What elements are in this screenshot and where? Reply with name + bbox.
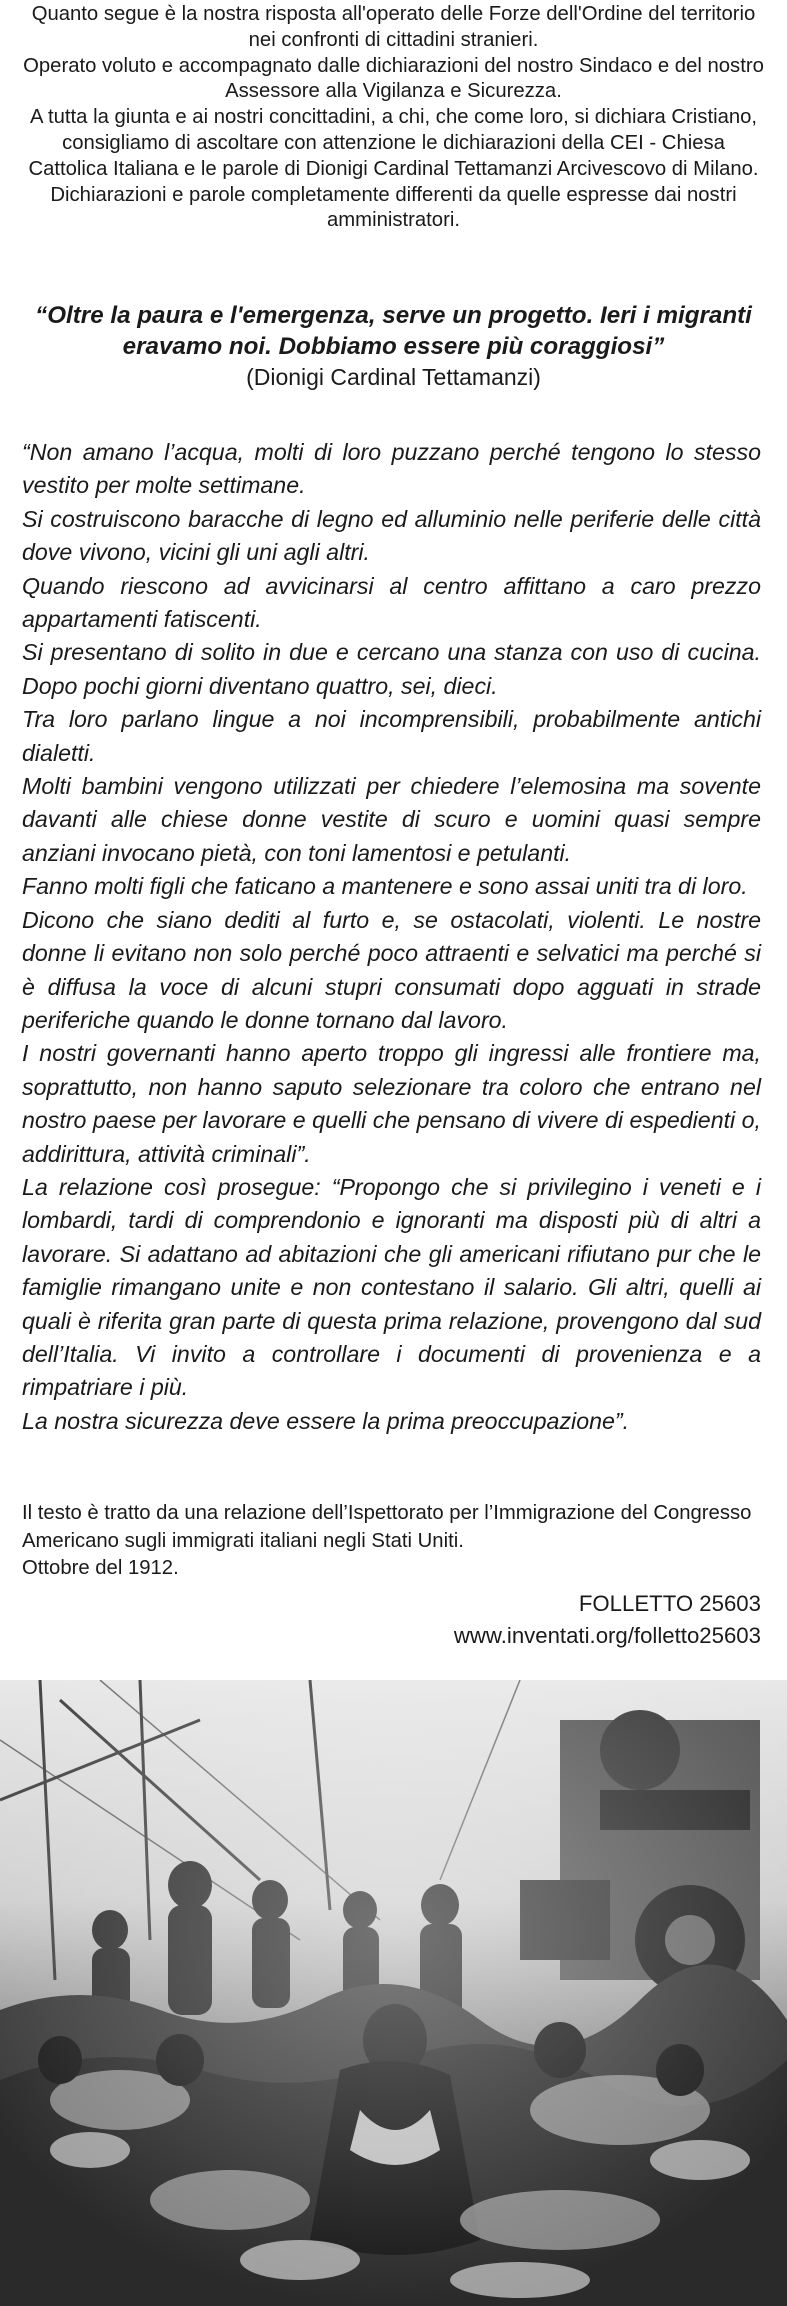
report-paragraph: I nostri governanti hanno aperto troppo gli ingressi alle frontiere ma, soprattutto, non hanno saputo selezionare tra coloro che entrano nel nostro paese per lavorare e quelli che pensano di vivere di espedienti o, addirittura, attività criminali”. xyxy=(22,1040,761,1167)
emigrants-ship-photo xyxy=(0,1680,787,2306)
intro-paragraph: Operato voluto e accompagnato dalle dichiarazioni del nostro Sindaco e del nostro Assessore alla Vigilanza e Sicurezza. xyxy=(23,54,764,103)
report-paragraph: Tra loro parlano lingue a noi incomprensibili, probabilmente antichi dialetti. xyxy=(22,706,761,766)
intro-paragraph: A tutta la giunta e ai nostri concittadini, a chi, che come loro, si dichiara Cristiano, consigliamo di ascoltare con attenzione le dichiarazioni della CEI - Chiesa Cattolica Italiana e le parole di Dionigi Cardinal Tettamanzi Arcivescovo di Milano. Dichiarazioni e parole completamente differenti da quelle espresse dai nostri amministratori. xyxy=(28,106,759,232)
report-paragraph: “Non amano l’acqua, molti di loro puzzano perché tengono lo stesso vestito per molte settimane. xyxy=(22,439,761,499)
quote-author: (Dionigi Cardinal Tettamanzi) xyxy=(246,364,541,390)
source-date: Ottobre del 1912. xyxy=(22,1557,179,1579)
report-text xyxy=(22,436,761,1438)
report-paragraph: Molti bambini vengono utilizzati per chiedere l’elemosina ma sovente davanti alle chiese donne vestite di scuro e uomini quasi sempre anziani invocano pietà, con toni lamentosi e petulanti. xyxy=(22,773,761,866)
signature-url[interactable]: www.inventati.org/folletto25603 xyxy=(453,1622,761,1648)
photo-illustration xyxy=(0,1680,787,2306)
quote-text: “Oltre la paura e l'emergenza, serve un progetto. Ieri i migranti eravamo noi. Dobbiamo essere più coraggiosi” xyxy=(35,302,752,360)
cardinal-quote xyxy=(22,300,765,393)
report-paragraph: Quando riescono ad avvicinarsi al centro affittano a caro prezzo appartamenti fatiscenti. xyxy=(22,572,761,633)
signature-block xyxy=(454,1588,761,1651)
source-note xyxy=(22,1500,765,1583)
report-paragraph: La nostra sicurezza deve essere la prima preoccupazione”. xyxy=(22,1407,630,1434)
source-text: Il testo è tratto da una relazione dell’Ispettorato per l’Immigrazione del Congresso Americano sugli immigrati italiani negli Stati Uniti. xyxy=(22,1502,752,1552)
report-paragraph: Fanno molti figli che faticano a mantenere e sono assai uniti tra di loro. xyxy=(22,873,748,900)
report-paragraph: La relazione così prosegue: “Propongo che si privilegino i veneti e i lombardi, tardi di comprendonio e ignoranti ma disposti più di altri a lavorare. Si adattano ad abitazioni che gli americani rifiutano pur che le famiglie rimangano unite e non contestano il salario. Gli altri, quelli ai quali è riferita gran parte di questa prima relazione, provengono dal sud dell’Italia. Vi invito a controllare i documenti di provenienza e a rimpatriare i più. xyxy=(22,1173,761,1401)
intro-section xyxy=(22,2,765,234)
report-paragraph: Dicono che siano dediti al furto e, se ostacolati, violenti. Le nostre donne li evitano non solo perché poco attraenti e selvatici ma perché si è diffusa la voce di alcuni stupri consumati dopo agguati in strade periferiche quando le donne tornano dal lavoro. xyxy=(22,906,761,1033)
report-paragraph: Si presentano di solito in due e cercano una stanza con uso di cucina. Dopo pochi giorni diventano quattro, sei, dieci. xyxy=(22,639,761,699)
report-paragraph: Si costruiscono baracche di legno ed alluminio nelle periferie delle città dove vivono, vicini gli uni agli altri. xyxy=(22,505,761,566)
signature-name: FOLLETTO 25603 xyxy=(578,1591,761,1616)
intro-paragraph: Quanto segue è la nostra risposta all'operato delle Forze dell'Ordine del territorio nei confronti di cittadini stranieri. xyxy=(31,3,756,51)
